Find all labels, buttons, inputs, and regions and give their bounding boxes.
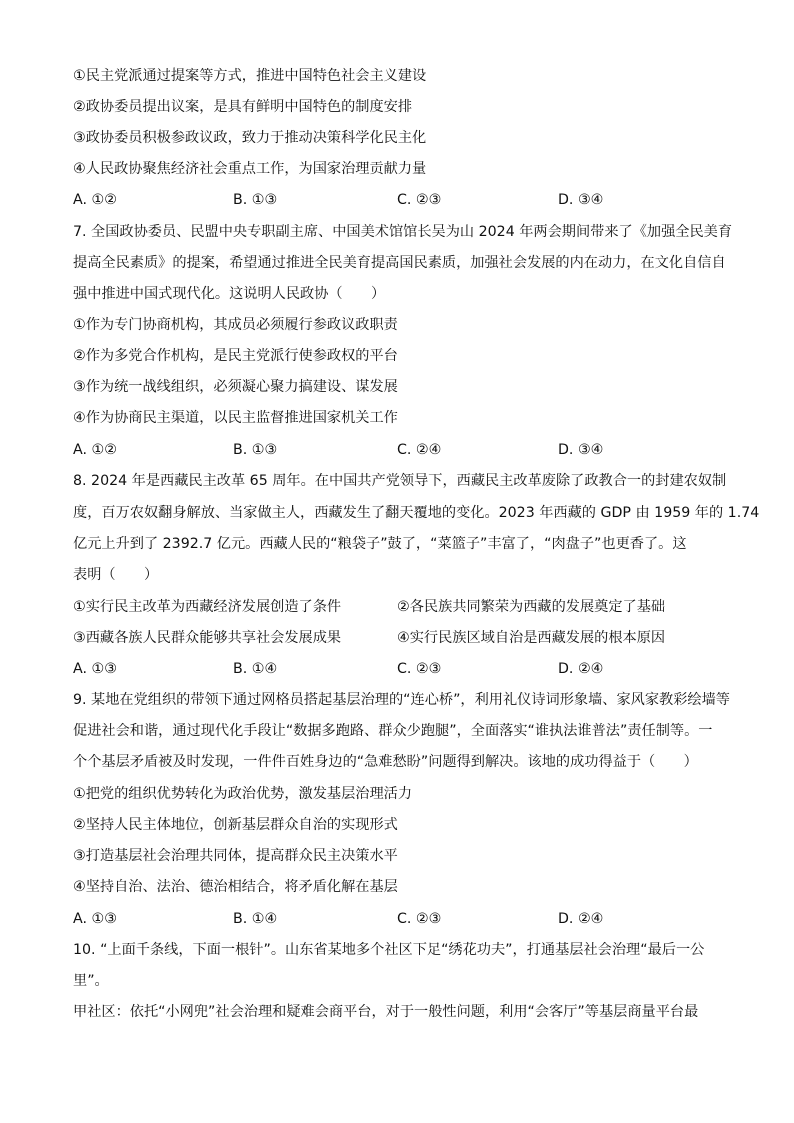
q10-stem-line-3: 甲社区：依托“小网兜”社会治理和疑难会商平台，对于一般性问题，利用“会客厅”等基层商量平台最 bbox=[73, 1004, 699, 1020]
q7-option-d: D. ③④ bbox=[558, 442, 604, 458]
q6-option-c: C. ②③ bbox=[397, 192, 442, 208]
q9-statement-1: ①把党的组织优势转化为政治优势，激发基层治理活力 bbox=[73, 786, 413, 802]
q10-stem-line-1: 10. “上面千条线，下面一根针”。山东省某地多个社区下足“绣花功夫”，打通基层社会治理“最后一公 bbox=[73, 942, 705, 958]
q6-option-a: A. ①② bbox=[73, 192, 117, 208]
q8-option-a: A. ①③ bbox=[73, 661, 117, 677]
q8-option-d: D. ②④ bbox=[558, 661, 604, 677]
q7-statement-2: ②作为多党合作机构，是民主党派行使参政权的平台 bbox=[73, 348, 398, 364]
q6-option-d: D. ③④ bbox=[558, 192, 604, 208]
q7-option-a: A. ①② bbox=[73, 442, 117, 458]
q8-statement-3: ③西藏各族人民群众能够共享社会发展成果 bbox=[73, 630, 342, 646]
q6-option-b: B. ①③ bbox=[233, 192, 278, 208]
q8-option-b: B. ①④ bbox=[233, 661, 278, 677]
q9-option-c: C. ②③ bbox=[397, 911, 442, 927]
q7-options bbox=[73, 440, 733, 460]
q8-option-c: C. ②③ bbox=[397, 661, 442, 677]
q9-stem-line-3: 个个基层矛盾被及时发现，一件件百姓身边的“急难愁盼”问题得到解决。该地的成功得益于（ ） bbox=[73, 754, 698, 770]
q8-statements-row-1 bbox=[73, 597, 733, 617]
q6-statement-4: ④人民政协聚焦经济社会重点工作，为国家治理贡献力量 bbox=[73, 161, 427, 177]
q8-statement-4: ④实行民族区域自治是西藏发展的根本原因 bbox=[397, 630, 666, 646]
q6-statement-3: ③政协委员积极参政议政，致力于推动决策科学化民主化 bbox=[73, 130, 427, 146]
q7-statement-4: ④作为协商民主渠道，以民主监督推进国家机关工作 bbox=[73, 410, 398, 426]
q9-statement-3: ③打造基层社会治理共同体，提高群众民主决策水平 bbox=[73, 848, 398, 864]
q8-options bbox=[73, 659, 733, 679]
q8-statements-row-2 bbox=[73, 628, 733, 648]
q8-stem-line-2: 度，百万农奴翻身解放、当家做主人，西藏发生了翻天覆地的变化。2023 年西藏的 GDP 由 1959 年的 1.74 bbox=[73, 505, 760, 521]
q6-statement-2: ②政协委员提出议案，是具有鲜明中国特色的制度安排 bbox=[73, 99, 413, 115]
q7-statement-3: ③作为统一战线组织，必须凝心聚力搞建设、谋发展 bbox=[73, 379, 398, 395]
q8-stem-line-4: 表明（ ） bbox=[73, 567, 159, 583]
q6-statement-1: ①民主党派通过提案等方式，推进中国特色社会主义建设 bbox=[73, 68, 427, 84]
q8-statement-2: ②各民族共同繁荣为西藏的发展奠定了基础 bbox=[397, 599, 666, 615]
q7-statement-1: ①作为专门协商机构，其成员必须履行参政议政职责 bbox=[73, 317, 398, 333]
q10-stem-line-2: 里”。 bbox=[73, 973, 109, 989]
q9-options bbox=[73, 909, 733, 929]
q7-stem-line-2: 提高全民素质》的提案，希望通过推进全民美育提高国民素质，加强社会发展的内在动力，在文化自信自 bbox=[73, 255, 726, 271]
q8-stem-line-3: 亿元上升到了 2392.7 亿元。西藏人民的“粮袋子”鼓了，“菜篮子”丰富了，“肉盘子”也更香了。这 bbox=[73, 536, 687, 552]
q8-stem-line-1: 8. 2024 年是西藏民主改革 65 周年。在中国共产党领导下，西藏民主改革废除了政教合一的封建农奴制 bbox=[73, 473, 727, 489]
q9-option-b: B. ①④ bbox=[233, 911, 278, 927]
q9-statement-2: ②坚持人民主体地位，创新基层群众自治的实现形式 bbox=[73, 817, 398, 833]
q9-option-a: A. ①③ bbox=[73, 911, 117, 927]
q9-stem-line-1: 9. 某地在党组织的带领下通过网格员搭起基层治理的“连心桥”，利用礼仪诗词形象墙、家风家教彩绘墙等 bbox=[73, 692, 730, 708]
q9-stem-line-2: 促进社会和谐，通过现代化手段让“数据多跑路、群众少跑腿”，全面落实“谁执法谁普法”责任制等。一 bbox=[73, 723, 713, 739]
q9-option-d: D. ②④ bbox=[558, 911, 604, 927]
q7-stem-line-3: 强中推进中国式现代化。这说明人民政协（ ） bbox=[73, 286, 386, 302]
q7-option-b: B. ①③ bbox=[233, 442, 278, 458]
q7-stem-line-1: 7. 全国政协委员、民盟中央专职副主席、中国美术馆馆长吴为山 2024 年两会期间带来了《加强全民美育 bbox=[73, 224, 733, 240]
q9-statement-4: ④坚持自治、法治、德治相结合，将矛盾化解在基层 bbox=[73, 879, 398, 895]
q8-statement-1: ①实行民主改革为西藏经济发展创造了条件 bbox=[73, 599, 342, 615]
q7-option-c: C. ②④ bbox=[397, 442, 442, 458]
q6-options bbox=[73, 190, 733, 210]
